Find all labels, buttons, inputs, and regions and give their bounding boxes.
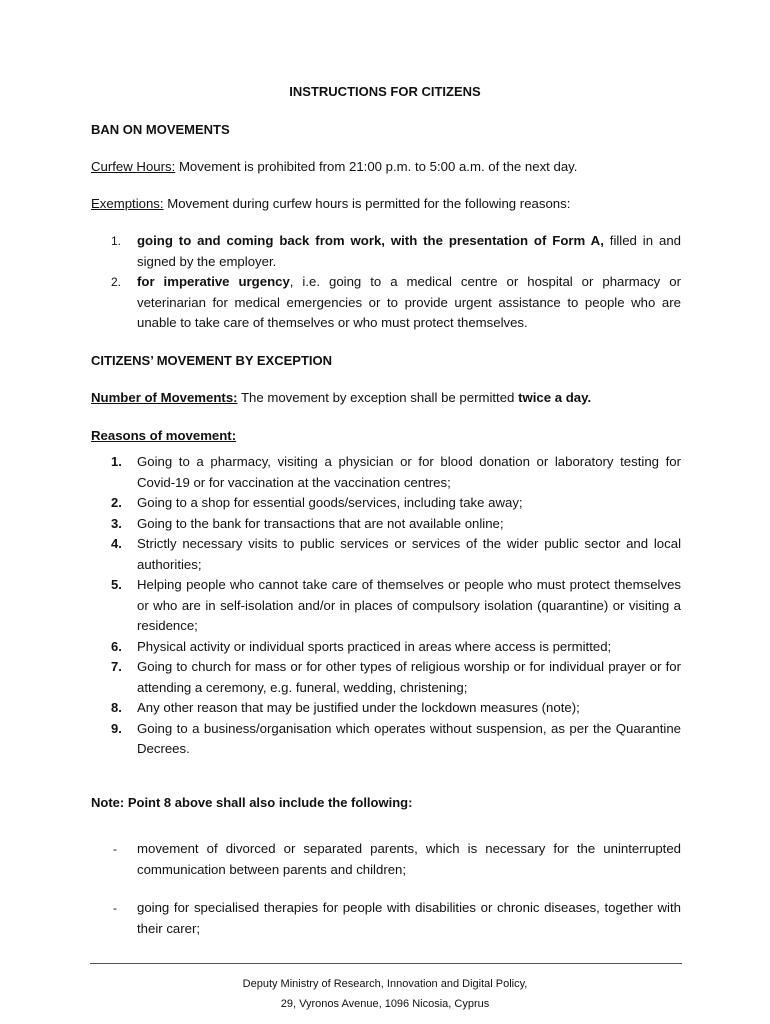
list-item-bold: for imperative urgency xyxy=(137,274,290,289)
list-item xyxy=(91,514,681,535)
section-heading-exception: CITIZENS’ MOVEMENT BY EXCEPTION xyxy=(91,353,333,368)
list-item xyxy=(91,698,681,719)
list-item-number: 4. xyxy=(111,536,122,551)
list-item-text: Physical activity or individual sports practiced in areas where access is permitted; xyxy=(137,638,612,654)
note-list xyxy=(91,839,681,957)
reasons-label: Reasons of movement: xyxy=(91,428,237,443)
list-item-text: filled in and signed by the employer. xyxy=(137,233,681,269)
list-item xyxy=(91,272,681,334)
list-item-text: , i.e. going to a medical centre or hospital or pharmacy or veterinarian for medical emergencies or to provide urgent assistance to people who are unable to take care of themselves or who must protect themselves. xyxy=(137,274,681,330)
footer xyxy=(0,974,770,1014)
footer-line-1: Deputy Ministry of Research, Innovation and Digital Policy, xyxy=(242,978,528,990)
list-item-number: 1. xyxy=(111,234,122,248)
movements-label: Number of Movements: xyxy=(91,390,238,405)
exemptions-label: Exemptions: xyxy=(91,196,164,211)
list-item-number: 9. xyxy=(111,720,122,736)
section-heading-ban: BAN ON MOVEMENTS xyxy=(91,122,230,137)
exemptions-paragraph xyxy=(91,194,681,215)
list-item-text: Helping people who cannot take care of themselves or people who must protect themselves or who are in self-isolation and/or in places of compulsory isolation (quarantine) or visiting a residence; xyxy=(137,577,681,633)
movements-bold: twice a day. xyxy=(518,390,592,405)
reasons-list xyxy=(91,452,681,760)
curfew-text: Movement is prohibited from 21:00 p.m. to 5:00 a.m. of the next day. xyxy=(175,159,578,174)
curfew-label: Curfew Hours: xyxy=(91,159,176,174)
exemptions-list xyxy=(91,231,681,334)
list-item xyxy=(91,452,681,493)
curfew-paragraph xyxy=(91,157,681,178)
list-item xyxy=(91,657,681,698)
list-item-text: Going to a business/organisation which operates without suspension, as per the Quarantine Decrees. xyxy=(137,720,681,756)
list-item-text: Any other reason that may be justified under the lockdown measures (note); xyxy=(137,700,580,715)
list-item xyxy=(91,493,681,514)
list-item-number: 7. xyxy=(111,659,122,674)
footer-divider xyxy=(90,963,682,964)
list-item-number: 1. xyxy=(111,454,122,469)
movements-paragraph xyxy=(91,388,681,409)
list-item-number: 5. xyxy=(111,577,122,592)
list-item xyxy=(91,231,681,272)
list-item-text: Going to a pharmacy, visiting a physician or for blood donation or laboratory testing for Covid-19 or for vaccination at the vaccination centres; xyxy=(137,454,681,490)
list-item xyxy=(91,575,681,637)
document-title: INSTRUCTIONS FOR CITIZENS xyxy=(289,84,481,99)
list-item-number: 3. xyxy=(111,515,122,531)
list-item-dash: - xyxy=(113,901,117,915)
list-item xyxy=(91,719,681,760)
movements-text: The movement by exception shall be permitted xyxy=(237,390,519,405)
list-item-text: Going to church for mass or for other types of religious worship or for individual prayer or for attending a ceremony, e.g. funeral, wedding, christening; xyxy=(137,659,681,695)
list-item xyxy=(91,898,681,939)
list-item xyxy=(91,534,681,575)
exemptions-text: Movement during curfew hours is permitted for the following reasons: xyxy=(163,196,571,211)
list-item-bold: going to and coming back from work, with the presentation of Form A, xyxy=(137,233,604,248)
list-item xyxy=(91,839,681,880)
list-item-number: 8. xyxy=(111,700,122,715)
list-item-text: Going to a shop for essential goods/services, including take away; xyxy=(137,495,523,510)
list-item-text: movement of divorced or separated parents, which is necessary for the uninterrupted communication between parents and children; xyxy=(137,841,681,877)
list-item-text: going for specialised therapies for people with disabilities or chronic diseases, together with their carer; xyxy=(137,900,681,936)
list-item-number: 2. xyxy=(111,495,122,510)
list-item-dash: - xyxy=(113,842,117,856)
list-item-text: Going to the bank for transactions that are not available online; xyxy=(137,515,504,531)
note-heading: Note: Point 8 above shall also include the following: xyxy=(91,795,413,810)
footer-line-2: 29, Vyronos Avenue, 1096 Nicosia, Cyprus xyxy=(280,998,490,1010)
list-item-number: 2. xyxy=(111,275,122,289)
list-item-text: Strictly necessary visits to public services or services of the wider public sector and local authorities; xyxy=(137,536,681,572)
list-item-number: 6. xyxy=(111,638,122,654)
list-item xyxy=(91,637,681,658)
